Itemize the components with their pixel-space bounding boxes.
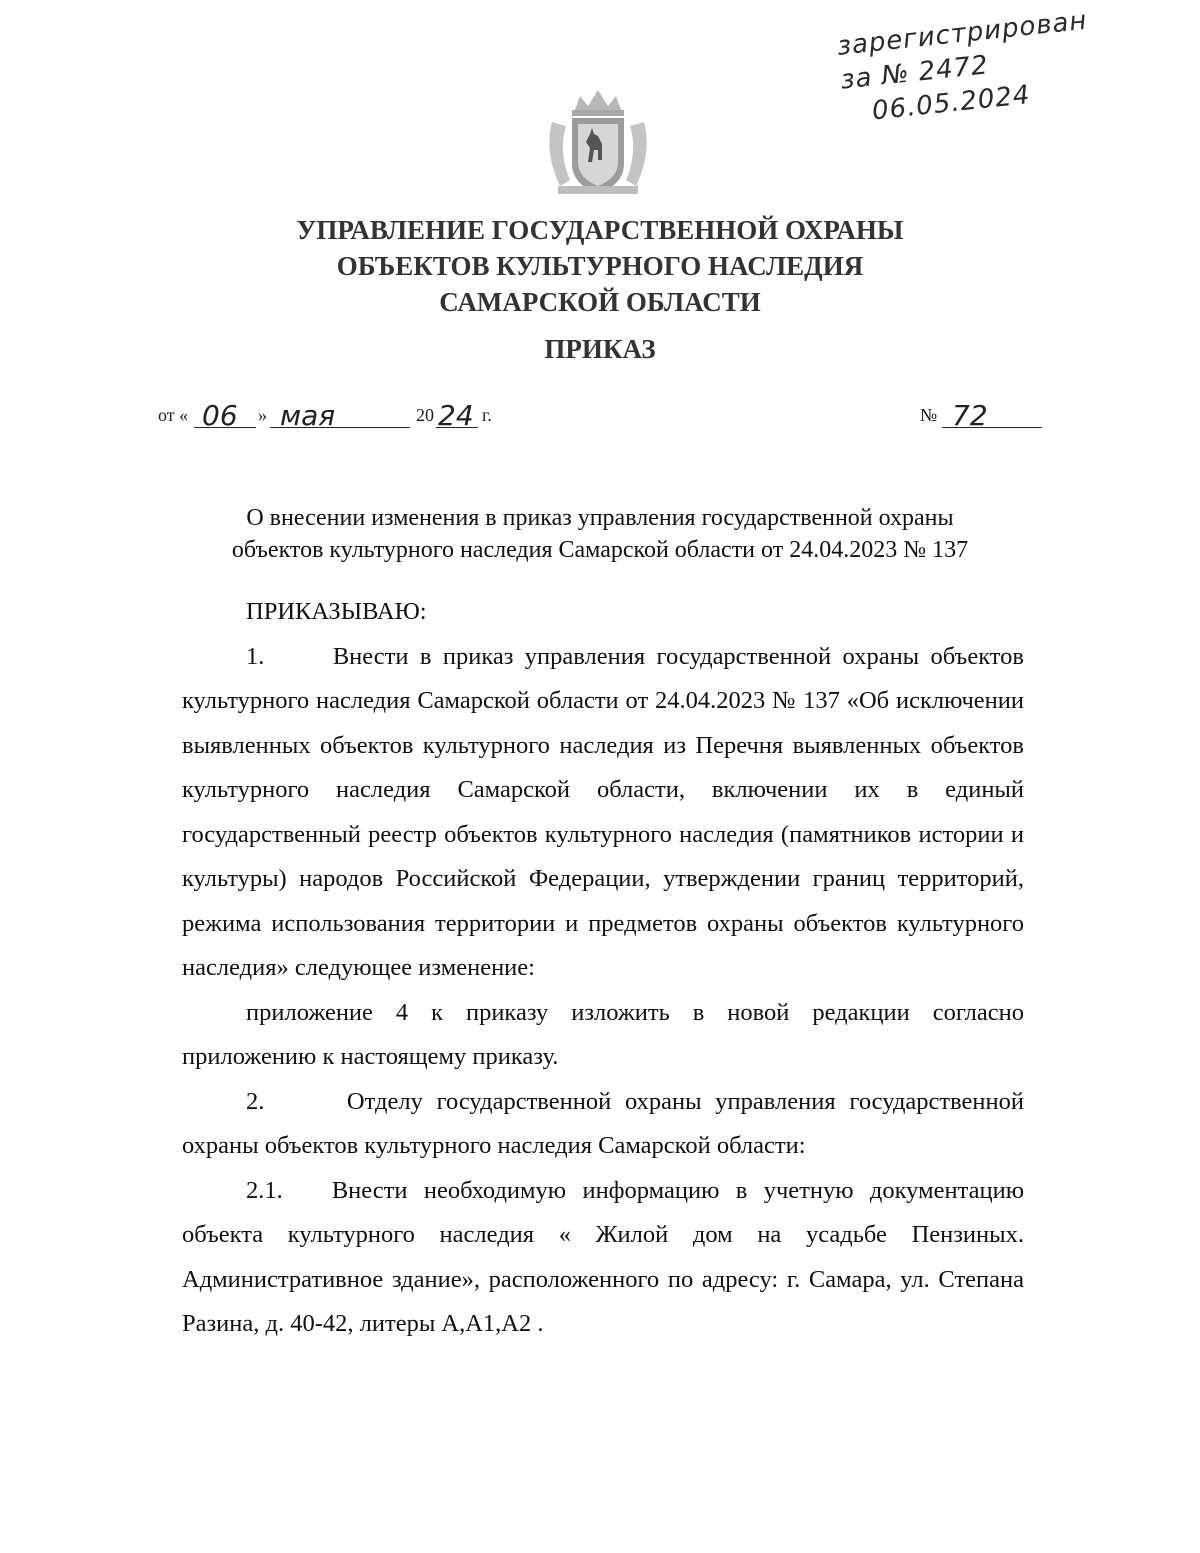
order-title: ПРИКАЗ xyxy=(544,334,656,364)
decree-word: ПРИКАЗЫВАЮ: xyxy=(246,598,427,625)
date-prefix: от « xyxy=(158,405,189,425)
subject-line-1: О внесении изменения в приказ управления государственной охраны xyxy=(246,505,954,531)
registration-note-line-3: 06.05.2024 xyxy=(870,80,1032,127)
order-subject xyxy=(150,502,1050,566)
header-line-2: ОБЪЕКТОВ КУЛЬТУРНОГО НАСЛЕДИЯ xyxy=(336,251,864,281)
header-line-1: УПРАВЛЕНИЕ ГОСУДАРСТВЕННОЙ ОХРАНЫ xyxy=(296,215,904,245)
issuing-authority-header xyxy=(0,212,1200,320)
date-year-suffix: 24 xyxy=(438,399,474,432)
item-1: 1. Внести в приказ управления государственной охраны объектов культурного наследия Самарской области от 24.04.2023 № 137 «Об исключении выявленных объектов культурного наследия из Перечня выявленных объектов культурного наследия Самарской области, включении их в единый государственный реестр объектов культурного наследия (памятников истории и культуры) народов Российской Федерации, утверждении границ территорий, режима использования территории и предметов охраны объектов культурного наследия» следующее изменение: xyxy=(182,642,1024,981)
item-1-subitem: приложение 4 к приказу изложить в новой редакции согласно приложению к настоящему приказу. xyxy=(182,998,1024,1070)
number-prefix: № xyxy=(920,405,938,425)
item-2-1: 2.1. Внести необходимую информацию в учетную документацию объекта культурного наследия « Жилой дом на усадьбе Пензиных. Административное здание», расположенного по адресу: г. Самара, ул. Степана Разина, д. 40-42, литеры А,А1,А2 . xyxy=(182,1176,1024,1337)
order-body xyxy=(182,590,1024,1347)
date-mid: » xyxy=(258,405,267,425)
item-2: 2. Отделу государственной охраны управления государственной охраны объектов культурного наследия Самарской области: xyxy=(182,1087,1024,1159)
order-date xyxy=(158,392,518,432)
handwritten-registration-note xyxy=(835,0,1144,131)
registration-note-line-1: зарегистрирован xyxy=(835,5,1089,62)
coat-of-arms-icon xyxy=(538,82,658,202)
number-value: 72 xyxy=(952,399,988,432)
order-number xyxy=(920,392,1042,432)
header-line-3: САМАРСКОЙ ОБЛАСТИ xyxy=(439,287,761,317)
subject-line-2: объектов культурного наследия Самарской области от 24.04.2023 № 137 xyxy=(231,537,969,563)
date-month-underline xyxy=(270,427,410,428)
registration-note-line-2: за № 2472 xyxy=(839,50,991,96)
date-day-underline xyxy=(194,427,256,428)
date-day: 06 xyxy=(202,399,238,432)
date-month: мая xyxy=(280,399,336,432)
date-year-prefix: 20 xyxy=(416,405,434,425)
date-suffix: г. xyxy=(482,405,492,425)
date-year-underline xyxy=(436,427,478,428)
number-underline xyxy=(942,427,1042,428)
